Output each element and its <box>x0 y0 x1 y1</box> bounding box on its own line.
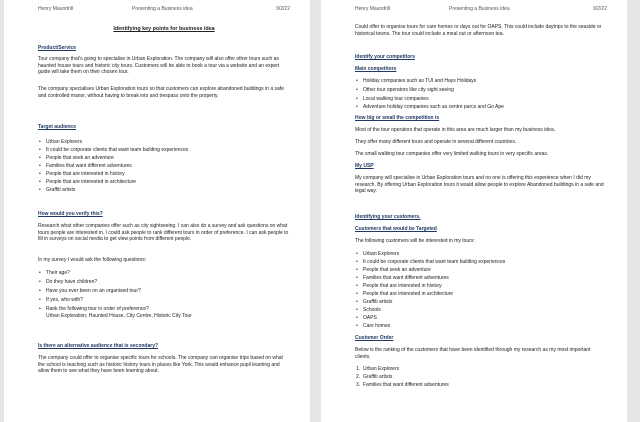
ranking-item: Families that want different adventures <box>363 382 449 388</box>
document-page-left <box>4 0 310 422</box>
list-item: • Adventure holiday companies such as centre parcs and Go Ape <box>363 104 607 111</box>
list-item: 3. Families that want different adventures <box>356 382 449 388</box>
header-doc-title: Presenting a Business idea <box>132 6 193 12</box>
paragraph-product-2: The company specialises Urban Exploration tours so that customers can explore abandoned buildings in a safe and controlled manor, without having to break into and trespass onto the property. <box>38 86 284 99</box>
header-date: 9/2/22 <box>276 6 290 12</box>
list-item: • It could be corporate clients that want team building experiences <box>46 147 290 154</box>
paragraph-competition-3: The small walking tour companies offer very limited walking tours in very specific areas. <box>355 151 549 157</box>
heading-identify-customers: Identifying your customers. <box>355 214 421 220</box>
heading-target-audience: Target audience <box>38 124 76 130</box>
header-author: Henry Maundrill <box>38 6 74 12</box>
paragraph-intro: Could offer to organise tours for care homes or days out for OAPS. This could include daytrips to the seaside or historical towns. The tour could include a meal out or afternoon tea. <box>355 24 602 37</box>
list-item: • OAPS <box>363 315 607 322</box>
list-item: • It could be corporate clients that want team building experiences <box>363 259 607 266</box>
heading-alt-audience: Is there an alternative audience that is secondary? <box>38 343 159 349</box>
ranking-item: Urban Explorers <box>363 366 400 372</box>
paragraph-competition-1: Most of the tour operators that operate in this area are much larger than my business idea. <box>355 127 556 133</box>
list-item: • Local walking tour companies <box>363 96 607 103</box>
header-author: Henry Maundrill <box>355 6 391 12</box>
list-item: • People that are interested in architecture <box>46 179 290 186</box>
heading-verify: How would you verify this? <box>38 211 103 217</box>
header-doc-title: Presenting a Business idea <box>449 6 510 12</box>
page-header <box>38 6 290 14</box>
heading-competition-size: How big or small the competition is <box>355 115 440 121</box>
heading-usp: My USP <box>355 163 374 169</box>
header-date: 9/2/22 <box>593 6 607 12</box>
paragraph-alt-audience: The company could offer to organise specific tours for schools. The company can organise trips based on what the school is teaching such as historic history tours in places like York. This would enhance pupil learning and allow them to see what they have been learning about. <box>38 355 283 374</box>
list-item: • Care homes <box>363 323 607 330</box>
paragraph-customers: The following customers will be interested in my tours: <box>355 238 475 244</box>
heading-targeted-customers: Customers that would be Targeted <box>355 226 437 232</box>
question-rank: Rank the following tour in order of preference? <box>46 306 149 312</box>
paragraph-product: Tour company that's going to specialise in Urban Exploration. The company will also offer other tours such as haunted house tours and historic city tours. Customers will be able to book a tour via a website and an expert guide will take them on their chosen tour. <box>38 56 280 75</box>
list-item: • Urban Explorers <box>363 251 607 258</box>
page-title: Identifying key points for business idea <box>113 26 215 32</box>
list-item: • Schools <box>363 307 607 314</box>
list-item: • People that are interested in history <box>46 171 290 178</box>
heading-main-competitors: Main competitors <box>355 66 397 72</box>
paragraph-usp: My company will specialise in Urban Exploration tours and no one is offering this experience when I did my research. By offering Urban Exploration tours it would allow people to explore Abandoned buildings in a safe and legal way. <box>355 175 604 194</box>
list-item: • People that are interested in history <box>363 283 607 290</box>
heading-product-service: Product/Service <box>38 45 77 51</box>
heading-competitors: Identify your competitors <box>355 54 416 60</box>
list-item: • If yes, who with? <box>46 297 290 304</box>
list-item: • Families that want different adventures <box>363 275 607 282</box>
list-item: • Graffiti artists <box>46 187 290 194</box>
paragraph-customer-order: Below is the ranking of the customers that have been identified through my research as my most important clients. <box>355 347 591 360</box>
list-item <box>46 306 290 319</box>
list-item: • Do they have children? <box>46 279 290 286</box>
paragraph-competition-2: They offer many different tours and operate in several different countries. <box>355 139 517 145</box>
heading-customer-order: Customer Order <box>355 335 394 341</box>
ranking-item: Graffiti artists <box>363 374 393 380</box>
paragraph-survey-intro: In my survey I would ask the following questions: <box>38 257 147 263</box>
list-item: • Other tour operators like city sight seeing <box>363 87 607 94</box>
document-page-right <box>321 0 627 422</box>
list-item: 1. Urban Explorers <box>356 366 400 372</box>
list-item: • Holiday companies such as TUI and Hays Holidays <box>363 78 607 85</box>
list-item: • Urban Explorers <box>46 139 290 146</box>
list-item: 2. Graffiti artists <box>356 374 393 380</box>
list-item: • People that are interested in architecture <box>363 291 607 298</box>
paragraph-verify: Research what other companies offer such as city sightseeing. I can also do a survey and ask questions on what tours people are interested in. I could ask people to rank different tours in order of preference. I can ask people to fill in surveys on social media to get view points from different people. <box>38 223 289 242</box>
rank-options: Urban Exploration, Haunted House, City Centre, Historic City Tour <box>46 312 192 319</box>
list-item: • People that seek an adventure <box>46 155 290 162</box>
list-item: • Graffiti artists <box>363 299 607 306</box>
list-item: • Families that want different adventures <box>46 163 290 170</box>
list-item: • People that seek an adventure <box>363 267 607 274</box>
list-item: • Have you ever been on an organised tour? <box>46 288 290 295</box>
list-item: • Their age? <box>46 270 290 277</box>
page-header <box>355 6 607 14</box>
